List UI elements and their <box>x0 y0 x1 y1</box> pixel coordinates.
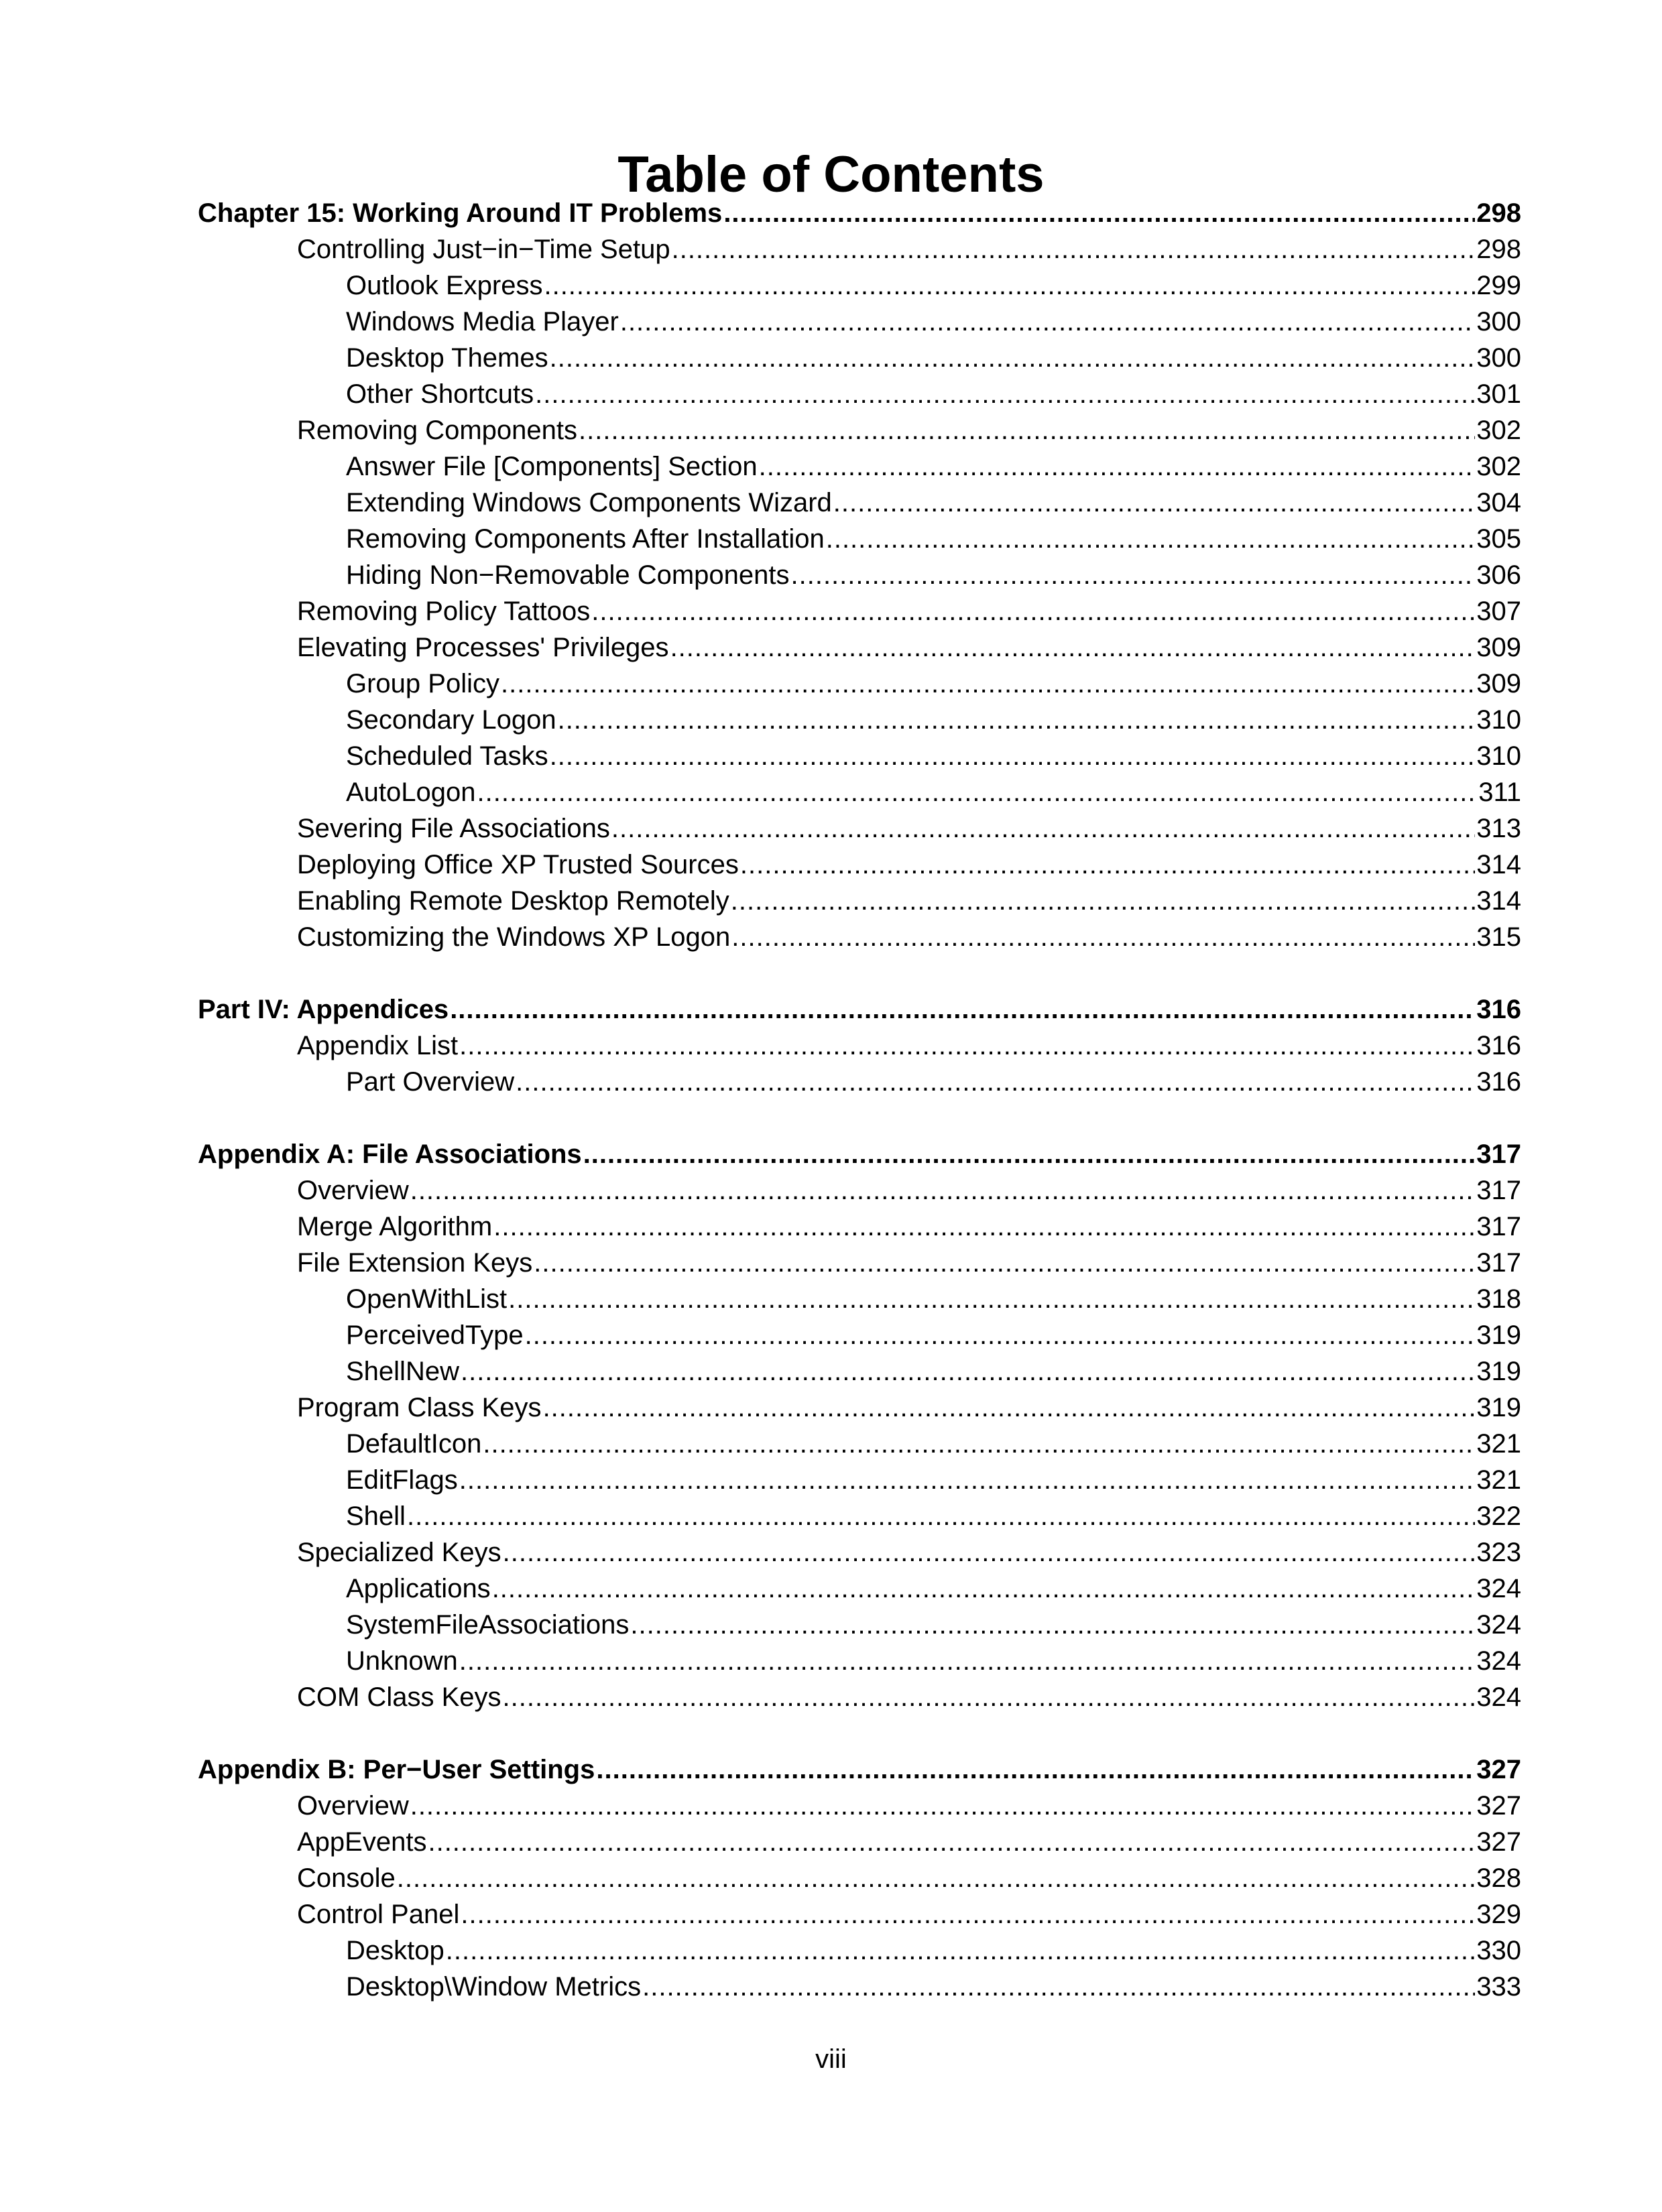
toc-entry-title: Control Panel <box>297 1900 460 1929</box>
toc-entry-page: 324 <box>1476 1610 1521 1640</box>
page-title: Table of Contents <box>617 145 1045 203</box>
dot-leader <box>428 1824 1475 1860</box>
dot-leader <box>407 1498 1475 1534</box>
toc-entry-title: Answer File [Components] Section <box>346 452 758 481</box>
toc-entry-title: Program Class Keys <box>297 1393 542 1422</box>
dot-leader <box>525 1317 1476 1353</box>
toc-entry-title: EditFlags <box>346 1465 458 1495</box>
dot-leader <box>461 1353 1475 1390</box>
toc-entry[interactable] <box>297 847 1521 883</box>
toc-entry-page: 306 <box>1476 560 1521 590</box>
toc-entry-page: 302 <box>1476 416 1521 445</box>
toc-entry-title: Desktop <box>346 1936 444 1965</box>
dot-leader <box>591 593 1475 629</box>
toc-section-entry[interactable] <box>198 195 1521 231</box>
dot-leader <box>790 557 1475 593</box>
toc-entry[interactable] <box>346 1462 1521 1498</box>
toc-entry-page: 327 <box>1476 1827 1521 1857</box>
toc-entry-page: 310 <box>1476 741 1521 771</box>
toc-entry-page: 317 <box>1476 1248 1521 1278</box>
toc-entry-title: Removing Components After Installation <box>346 524 825 554</box>
toc-entry-title: Merge Algorithm <box>297 1212 493 1241</box>
dot-leader <box>672 231 1476 267</box>
toc-entry-title: Console <box>297 1863 396 1893</box>
toc-entry[interactable] <box>346 1969 1521 2005</box>
toc-entry-page: 317 <box>1476 1140 1521 1169</box>
dot-leader <box>642 1969 1475 2005</box>
toc-entry[interactable] <box>346 1281 1521 1317</box>
toc-entry[interactable] <box>297 1172 1521 1209</box>
toc-entry-page: 329 <box>1476 1900 1521 1929</box>
dot-leader <box>410 1172 1476 1209</box>
toc-entry-title: AutoLogon <box>346 778 476 807</box>
dot-leader <box>508 1281 1475 1317</box>
toc-entry[interactable] <box>346 267 1521 304</box>
toc-entry[interactable] <box>346 304 1521 340</box>
dot-leader <box>410 1788 1476 1824</box>
toc-entry[interactable] <box>346 1607 1521 1643</box>
toc-entry-title: SystemFileAssociations <box>346 1610 630 1640</box>
toc-entry-page: 319 <box>1476 1320 1521 1350</box>
toc-entry-page: 315 <box>1476 922 1521 952</box>
dot-leader <box>630 1607 1475 1643</box>
toc-entry[interactable] <box>297 629 1521 666</box>
dot-leader <box>620 304 1475 340</box>
toc-entry[interactable] <box>297 1679 1521 1715</box>
dot-leader <box>558 702 1476 738</box>
toc-entry[interactable] <box>346 1353 1521 1390</box>
toc-entry-title: Part IV: Appendices <box>198 995 449 1024</box>
dot-leader <box>731 883 1475 919</box>
toc-entry-title: Overview <box>297 1791 409 1821</box>
dot-leader <box>459 1643 1475 1679</box>
toc-entry-page: 324 <box>1476 1682 1521 1712</box>
toc-entry[interactable] <box>297 1028 1521 1064</box>
toc-entry-title: Enabling Remote Desktop Remotely <box>297 886 729 916</box>
toc-entry-title: Severing File Associations <box>297 814 610 843</box>
toc-entry-title: Desktop Themes <box>346 343 548 373</box>
toc-entry[interactable] <box>297 1824 1521 1860</box>
dot-leader <box>740 847 1475 883</box>
toc-entry[interactable] <box>297 593 1521 629</box>
toc-entry-title: Outlook Express <box>346 271 543 300</box>
toc-entry[interactable] <box>346 1571 1521 1607</box>
dot-leader <box>446 1932 1476 1969</box>
toc-entry[interactable] <box>346 376 1521 412</box>
toc-entry-title: Desktop\Window Metrics <box>346 1972 642 2002</box>
toc-section-entry[interactable] <box>198 1752 1521 1788</box>
toc-entry[interactable] <box>346 702 1521 738</box>
dot-leader <box>492 1571 1476 1607</box>
toc-entry[interactable] <box>297 1534 1521 1571</box>
toc-entry[interactable] <box>346 1064 1521 1100</box>
toc-section-entry[interactable] <box>198 1136 1521 1172</box>
dot-leader <box>534 1245 1475 1281</box>
toc-entry-page: 300 <box>1476 307 1521 336</box>
toc-entry-page: 302 <box>1476 452 1521 481</box>
toc-entry-page: 298 <box>1476 235 1521 264</box>
toc-entry-page: 316 <box>1476 1031 1521 1060</box>
toc-entry-page: 330 <box>1476 1936 1521 1965</box>
toc-entry[interactable] <box>346 1932 1521 1969</box>
page-number: viii <box>815 2044 847 2074</box>
toc-entry-page: 318 <box>1476 1284 1521 1314</box>
toc-entry-page: 319 <box>1476 1357 1521 1386</box>
toc-entry-page: 319 <box>1476 1393 1521 1422</box>
toc-entry[interactable] <box>346 666 1521 702</box>
dot-leader <box>501 666 1475 702</box>
toc-entry-title: Extending Windows Components Wizard <box>346 488 832 517</box>
dot-leader <box>544 267 1475 304</box>
dot-leader <box>550 738 1476 774</box>
toc-entry[interactable] <box>297 1245 1521 1281</box>
toc-entry-page: 327 <box>1476 1755 1521 1784</box>
toc-entry[interactable] <box>297 1896 1521 1932</box>
toc-entry-title: File Extension Keys <box>297 1248 533 1278</box>
toc-entry[interactable] <box>346 557 1521 593</box>
toc-entry[interactable] <box>346 1317 1521 1353</box>
toc-entry-title: Controlling Just−in−Time Setup <box>297 235 670 264</box>
toc-section-entry[interactable] <box>198 991 1521 1028</box>
toc-entry[interactable] <box>346 1643 1521 1679</box>
toc-entry-title: ShellNew <box>346 1357 459 1386</box>
toc-entry-title: Removing Components <box>297 416 577 445</box>
toc-entry-page: 311 <box>1478 778 1521 807</box>
dot-leader <box>833 485 1475 521</box>
toc-entry[interactable] <box>346 738 1521 774</box>
dot-leader <box>516 1064 1475 1100</box>
toc-entry-page: 321 <box>1476 1465 1521 1495</box>
toc-entry[interactable] <box>297 919 1521 955</box>
toc-entry-page: 333 <box>1476 1972 1521 2002</box>
toc-entry[interactable] <box>346 485 1521 521</box>
toc-entry-title: OpenWithList <box>346 1284 508 1314</box>
toc-entry[interactable] <box>346 1498 1521 1534</box>
toc-entry[interactable] <box>297 883 1521 919</box>
dot-leader <box>550 340 1476 376</box>
toc-entry-title: Customizing the Windows XP Logon <box>297 922 731 952</box>
toc-entry-page: 298 <box>1476 198 1521 228</box>
toc-entry-page: 317 <box>1476 1212 1521 1241</box>
toc-entry-page: 317 <box>1476 1176 1521 1205</box>
toc-entry[interactable] <box>346 521 1521 557</box>
dot-leader <box>503 1534 1476 1571</box>
toc-entry-title: Appendix A: File Associations <box>198 1140 582 1169</box>
toc-entry-page: 314 <box>1476 850 1521 879</box>
toc-entry-title: PerceivedType <box>346 1320 524 1350</box>
toc-entry[interactable] <box>297 231 1521 267</box>
toc-entry-page: 305 <box>1476 524 1521 554</box>
toc-entry-title: Elevating Processes' Privileges <box>297 633 669 662</box>
dot-leader <box>459 1028 1475 1064</box>
toc-entry-title: Appendix List <box>297 1031 459 1060</box>
toc-entry[interactable] <box>346 1426 1521 1462</box>
toc-entry[interactable] <box>297 810 1521 847</box>
dot-leader <box>596 1752 1475 1788</box>
toc-entry-page: 322 <box>1476 1501 1521 1531</box>
dot-leader <box>583 1136 1476 1172</box>
toc-entry-title: Applications <box>346 1574 491 1603</box>
toc-entry-title: Scheduled Tasks <box>346 741 548 771</box>
toc-entry-title: Unknown <box>346 1646 458 1676</box>
toc-entry[interactable] <box>346 774 1521 810</box>
toc-entry-page: 310 <box>1476 705 1521 735</box>
toc-entry-page: 300 <box>1476 343 1521 373</box>
dot-leader <box>483 1426 1475 1462</box>
dot-leader <box>503 1679 1476 1715</box>
dot-leader <box>450 991 1475 1028</box>
toc-entry-title: Overview <box>297 1176 409 1205</box>
toc-entry-title: Removing Policy Tattoos <box>297 597 591 626</box>
toc-entry[interactable] <box>297 1788 1521 1824</box>
toc-entry-title: Appendix B: Per−User Settings <box>198 1755 595 1784</box>
dot-leader <box>670 629 1476 666</box>
toc-entry-title: Windows Media Player <box>346 307 619 336</box>
toc-entry[interactable] <box>297 1209 1521 1245</box>
toc-entry[interactable] <box>346 448 1521 485</box>
toc-entry-page: 309 <box>1476 669 1521 698</box>
toc-entry-title: DefaultIcon <box>346 1429 482 1459</box>
toc-entry-title: Chapter 15: Working Around IT Problems <box>198 198 723 228</box>
dot-leader <box>535 376 1475 412</box>
toc-entry-page: 316 <box>1476 1067 1521 1097</box>
toc-entry-page: 327 <box>1476 1791 1521 1821</box>
toc-entry-page: 299 <box>1476 271 1521 300</box>
toc-entry-page: 324 <box>1476 1646 1521 1676</box>
toc-entry-page: 324 <box>1476 1574 1521 1603</box>
toc-entry-title: Shell <box>346 1501 406 1531</box>
toc-entry[interactable] <box>346 340 1521 376</box>
dot-leader <box>543 1390 1476 1426</box>
toc-entry-page: 313 <box>1476 814 1521 843</box>
toc-entry-page: 316 <box>1476 995 1521 1024</box>
toc-entry[interactable] <box>297 1860 1521 1896</box>
toc-entry-page: 323 <box>1476 1538 1521 1567</box>
dot-leader <box>461 1896 1475 1932</box>
toc-entry-title: Specialized Keys <box>297 1538 501 1567</box>
toc-entry-page: 328 <box>1476 1863 1521 1893</box>
toc-entry-title: Group Policy <box>346 669 499 698</box>
toc-entry-title: Secondary Logon <box>346 705 556 735</box>
toc-entry-title: Other Shortcuts <box>346 379 534 409</box>
dot-leader <box>731 919 1475 955</box>
dot-leader <box>759 448 1476 485</box>
toc-entry-title: AppEvents <box>297 1827 427 1857</box>
toc-entry-title: Part Overview <box>346 1067 515 1097</box>
dot-leader <box>826 521 1476 557</box>
dot-leader <box>459 1462 1476 1498</box>
dot-leader <box>477 774 1478 810</box>
toc-entry-title: COM Class Keys <box>297 1682 501 1712</box>
toc-entry[interactable] <box>297 412 1521 448</box>
dot-leader <box>493 1209 1475 1245</box>
dot-leader <box>397 1860 1475 1896</box>
toc-entry-page: 309 <box>1476 633 1521 662</box>
dot-leader <box>579 412 1475 448</box>
toc-entry-page: 314 <box>1476 886 1521 916</box>
dot-leader <box>611 810 1475 847</box>
toc-entry-page: 304 <box>1476 488 1521 517</box>
toc-entry-page: 307 <box>1476 597 1521 626</box>
toc-entry[interactable] <box>297 1390 1521 1426</box>
toc-entry-page: 301 <box>1476 379 1521 409</box>
toc-entry-page: 321 <box>1476 1429 1521 1459</box>
dot-leader <box>723 195 1475 231</box>
toc-entry-title: Deploying Office XP Trusted Sources <box>297 850 739 879</box>
toc-entry-title: Hiding Non−Removable Components <box>346 560 790 590</box>
